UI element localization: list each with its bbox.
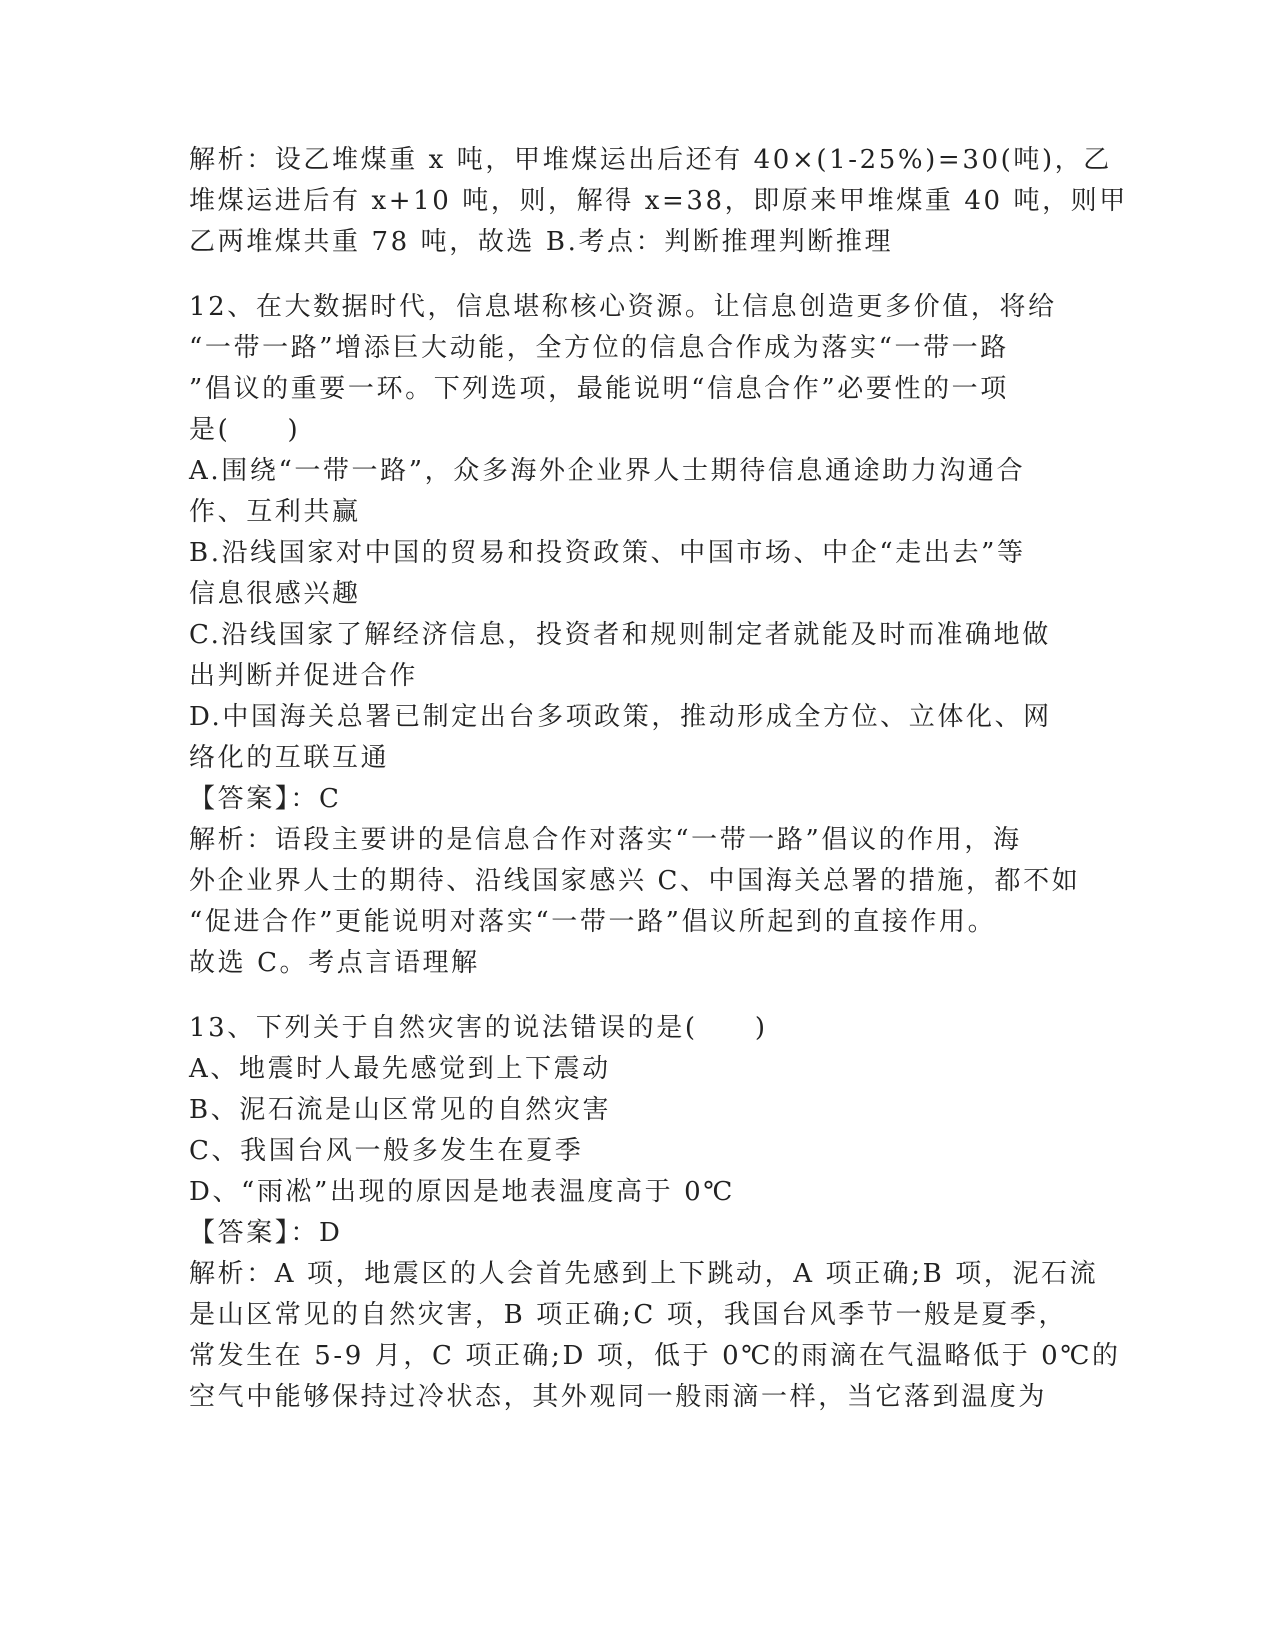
analysis-line: 外企业界人士的期待、沿线国家感兴 C、中国海关总署的措施，都不如 bbox=[189, 866, 1081, 896]
analysis-line: 解析：A 项，地震区的人会首先感到上下跳动，A 项正确;B 项，泥石流 bbox=[189, 1259, 1099, 1289]
question-stem-line: 12、在大数据时代，信息堪称核心资源。让信息创造更多价值，将给 bbox=[189, 292, 1057, 322]
option-line: D.中国海关总署已制定出台多项政策，推动形成全方位、立体化、网 bbox=[189, 702, 1052, 732]
question-stem-line: 13、下列关于自然灾害的说法错误的是( ) bbox=[189, 1013, 768, 1043]
analysis-line: 常发生在 5-9 月，C 项正确;D 项，低于 0℃的雨滴在气温略低于 0℃的 bbox=[189, 1341, 1121, 1371]
analysis-line: “促进合作”更能说明对落实“一带一路”倡议所起到的直接作用。 bbox=[189, 907, 997, 937]
question-stem-line: 是( ) bbox=[189, 415, 301, 445]
question-stem-line: “一带一路”增添巨大动能，全方位的信息合作成为落实“一带一路 bbox=[189, 333, 1009, 363]
option-line: B.沿线国家对中国的贸易和投资政策、中国市场、中企“走出去”等 bbox=[189, 538, 1026, 568]
analysis-line: 堆煤运进后有 x+10 吨，则，解得 x=38，即原来甲堆煤重 40 吨，则甲 bbox=[189, 186, 1128, 216]
answer-label: 【答案】：C bbox=[189, 784, 342, 814]
option-c: C、我国台风一般多发生在夏季 bbox=[189, 1136, 584, 1166]
analysis-line: 解析：语段主要讲的是信息合作对落实“一带一路”倡议的作用，海 bbox=[189, 825, 1022, 855]
option-b: B、泥石流是山区常见的自然灾害 bbox=[189, 1095, 612, 1125]
analysis-line: 乙两堆煤共重 78 吨，故选 B.考点：判断推理判断推理 bbox=[189, 227, 894, 257]
option-a: A、地震时人最先感觉到上下震动 bbox=[189, 1054, 611, 1084]
analysis-line: 故选 C。考点言语理解 bbox=[189, 948, 480, 978]
option-line: 出判断并促进合作 bbox=[189, 661, 418, 691]
option-d: D、“雨凇”出现的原因是地表温度高于 0℃ bbox=[189, 1177, 735, 1207]
analysis-line: 空气中能够保持过冷状态，其外观同一般雨滴一样，当它落到温度为 bbox=[189, 1382, 1048, 1412]
answer-label: 【答案】：D bbox=[189, 1218, 343, 1248]
analysis-line: 是山区常见的自然灾害，B 项正确;C 项，我国台风季节一般是夏季， bbox=[189, 1300, 1068, 1330]
option-line: A.围绕“一带一路”，众多海外企业界人士期待信息通途助力沟通合 bbox=[189, 456, 1026, 486]
option-line: 信息很感兴趣 bbox=[189, 579, 361, 609]
option-line: 络化的互联互通 bbox=[189, 743, 390, 773]
option-line: C.沿线国家了解经济信息，投资者和规则制定者就能及时而准确地做 bbox=[189, 620, 1051, 650]
question-stem-line: ”倡议的重要一环。下列选项，最能说明“信息合作”必要性的一项 bbox=[189, 374, 1009, 404]
analysis-line: 解析：设乙堆煤重 x 吨，甲堆煤运出后还有 40×(1-25%)=30(吨)，乙 bbox=[189, 145, 1112, 175]
option-line: 作、互利共赢 bbox=[189, 497, 361, 527]
